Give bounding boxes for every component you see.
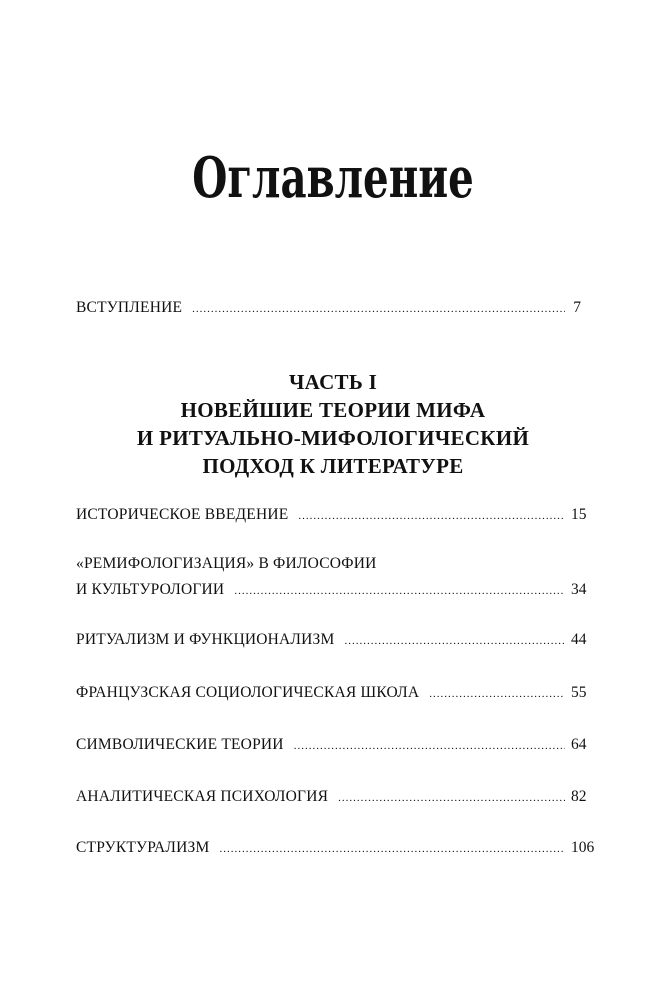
dot-leader — [234, 579, 565, 603]
dot-leader — [338, 786, 565, 810]
part-heading-line: НОВЕЙШИЕ ТЕОРИИ МИФА — [180, 398, 486, 422]
toc-entry-label: ФРАНЦУЗСКАЯ СОЦИОЛОГИЧЕСКАЯ ШКОЛА — [76, 684, 420, 701]
toc-entry[interactable] — [76, 785, 587, 810]
part-heading — [0, 368, 666, 480]
toc-entry-label: ИСТОРИЧЕСКОЕ ВВЕДЕНИЕ — [76, 506, 289, 523]
toc-entry-label: РИТУАЛИЗМ И ФУНКЦИОНАЛИЗМ — [76, 631, 335, 648]
toc-page-number: 64 — [571, 736, 587, 753]
part-heading-line: И РИТУАЛЬНО-МИФОЛОГИЧЕСКИЙ — [136, 426, 530, 450]
toc-entry[interactable] — [76, 552, 587, 603]
dot-leader — [219, 837, 565, 861]
toc-page-number: 106 — [571, 839, 595, 856]
toc-entry-intro[interactable] — [76, 296, 581, 321]
toc-page-number: 7 — [573, 299, 581, 316]
toc-entry[interactable] — [76, 733, 587, 758]
dot-leader — [344, 629, 565, 653]
toc-entry[interactable] — [76, 681, 587, 706]
dot-leader — [429, 682, 565, 706]
toc-entry[interactable] — [76, 628, 587, 653]
dot-leader — [298, 504, 565, 528]
toc-entry-label: АНАЛИТИЧЕСКАЯ ПСИХОЛОГИЯ — [76, 788, 329, 805]
toc-entry[interactable] — [76, 836, 595, 861]
toc-entry-label: СТРУКТУРАЛИЗМ — [76, 839, 210, 856]
dot-leader — [192, 297, 565, 321]
toc-page-number: 34 — [571, 581, 587, 598]
dot-leader — [294, 734, 565, 758]
page-title: Оглавление — [192, 145, 474, 211]
part-heading-line: ЧАСТЬ I — [288, 370, 378, 394]
toc-page-number: 15 — [571, 506, 587, 523]
toc-entry-label: СИМВОЛИЧЕСКИЕ ТЕОРИИ — [76, 736, 284, 753]
toc-entry[interactable] — [76, 503, 587, 528]
toc-entry-label: ВСТУПЛЕНИЕ — [76, 299, 183, 316]
toc-entry-label-line1: «РЕМИФОЛОГИЗАЦИЯ» В ФИЛОСОФИИ — [76, 555, 377, 572]
toc-page-number: 44 — [571, 631, 587, 648]
toc-entry-label: И КУЛЬТУРОЛОГИИ — [76, 581, 225, 598]
toc-page-number: 55 — [571, 684, 587, 701]
toc-page-number: 82 — [571, 788, 587, 805]
part-heading-line: ПОДХОД К ЛИТЕРАТУРЕ — [202, 454, 464, 478]
